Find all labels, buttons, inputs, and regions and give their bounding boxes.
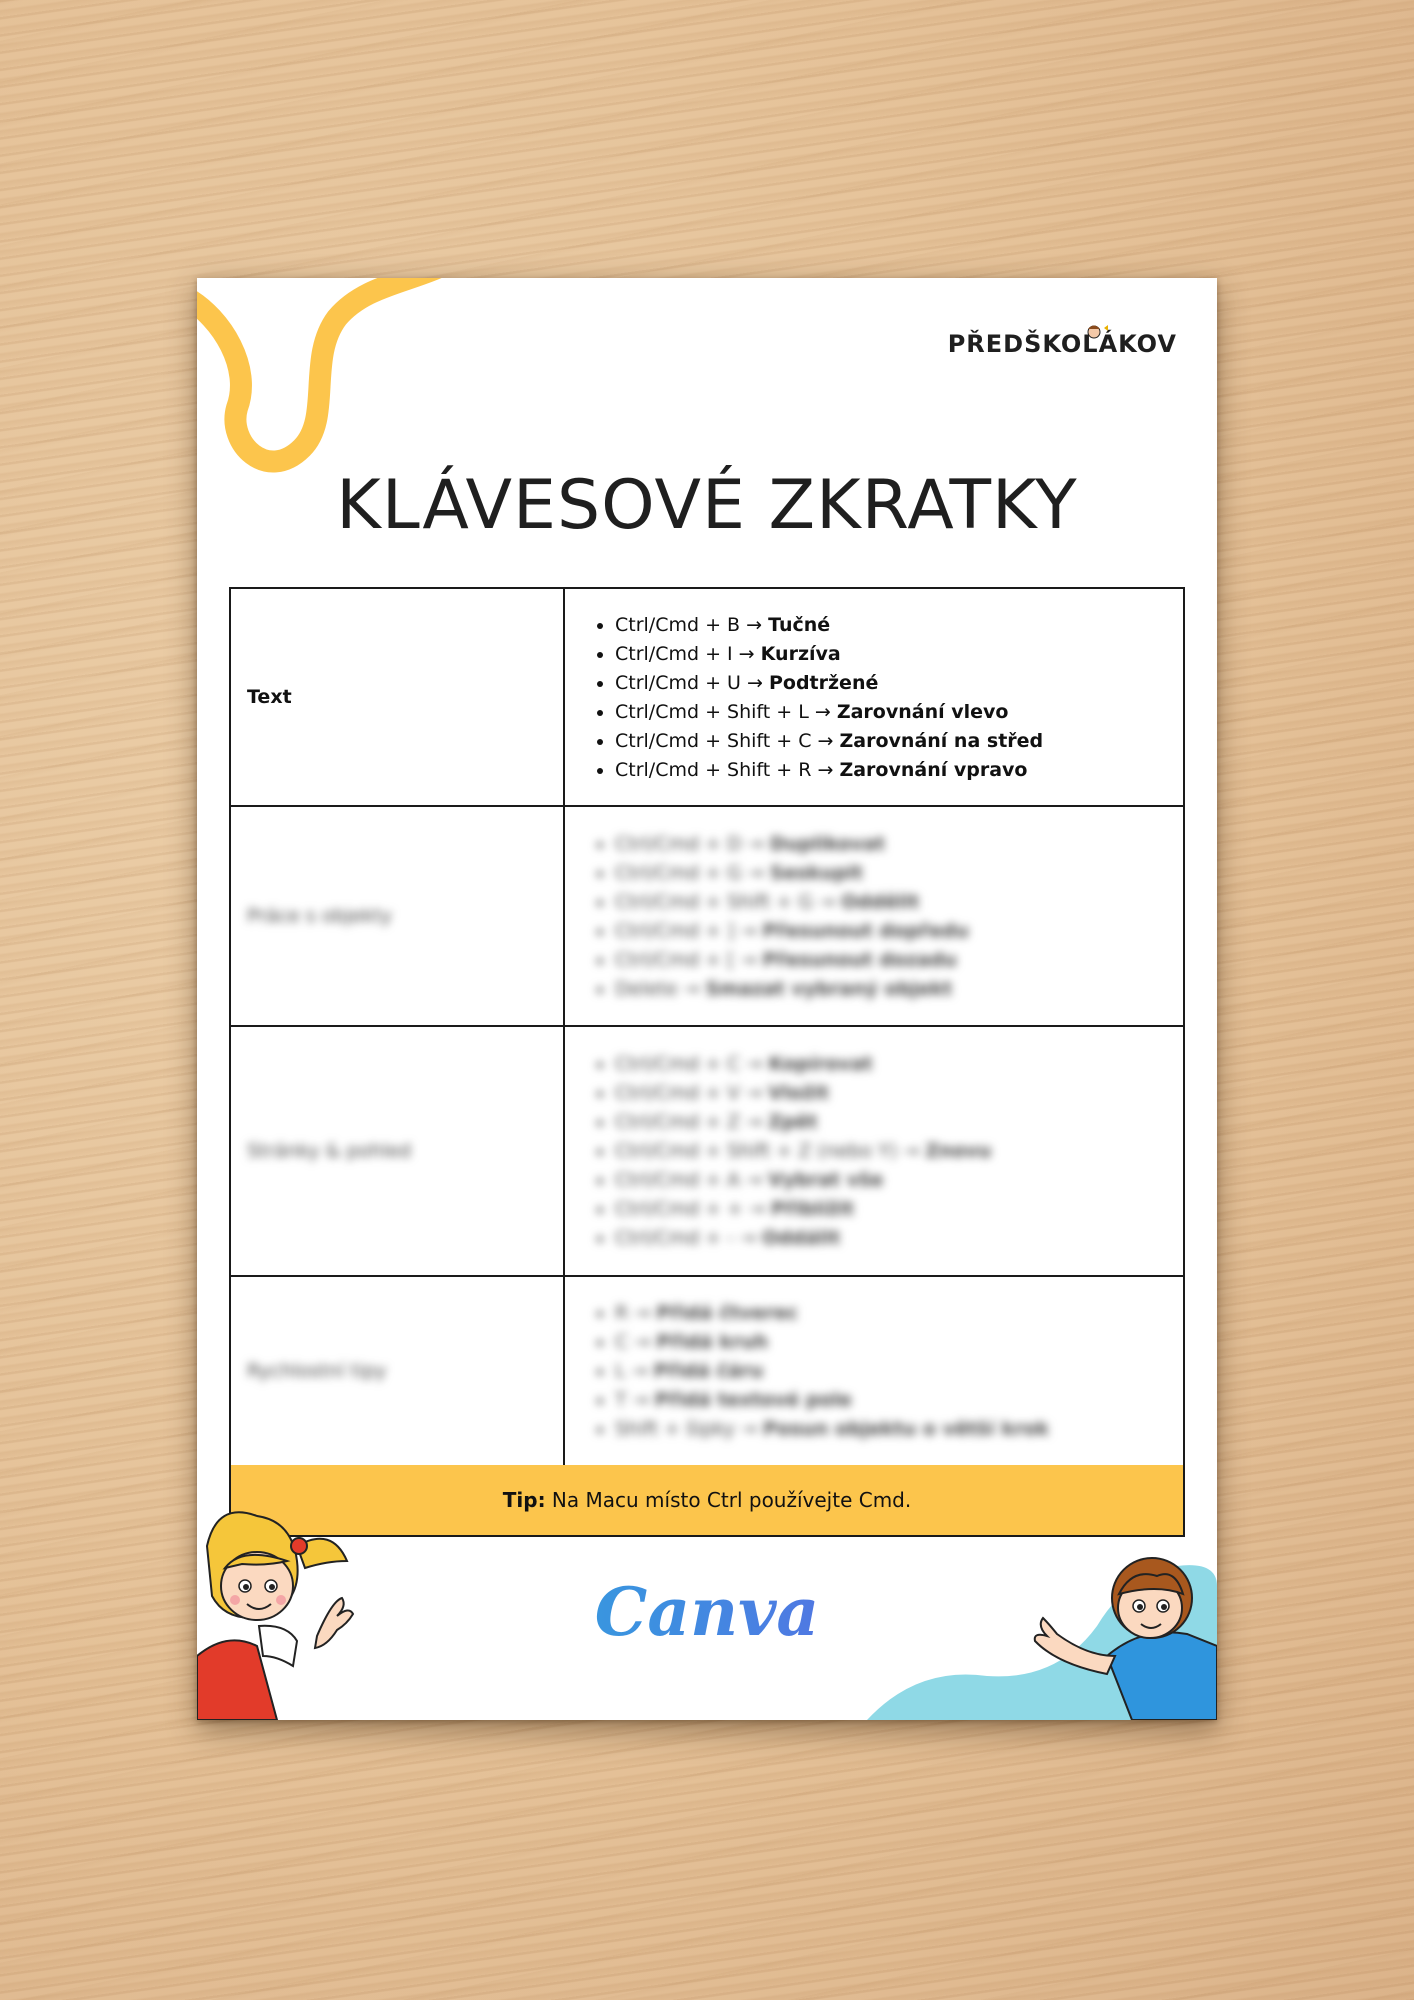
list-item: • Ctrl/Cmd + - → Oddálit xyxy=(615,1227,1163,1249)
list-item: • R → Přidá čtverec xyxy=(615,1302,1163,1324)
list-item: • C → Přidá kruh xyxy=(615,1331,1163,1353)
list-item: • Ctrl/Cmd + + → Přiblížit xyxy=(615,1198,1163,1220)
brand-logo: PŘEDŠKOLÁKOV xyxy=(947,330,1177,358)
list-item: • Ctrl/Cmd + B → Tučné xyxy=(615,614,1163,636)
list-item: • Ctrl/Cmd + Z → Zpět xyxy=(615,1111,1163,1133)
section-category: Stránky & pohled xyxy=(230,1026,564,1276)
section-category: Rychlostní tipy xyxy=(230,1276,564,1466)
tip-label: Tip: xyxy=(502,1488,546,1512)
worksheet-page xyxy=(197,278,1217,1720)
list-item: • Ctrl/Cmd + [ → Přesunout dozadu xyxy=(615,949,1163,971)
list-item: • Ctrl/Cmd + Shift + Z (nebo Y) → Znovu xyxy=(615,1140,1163,1162)
list-item: • Ctrl/Cmd + C → Kopírovat xyxy=(615,1053,1163,1075)
section-category: Práce s objekty xyxy=(230,806,564,1026)
list-item: • Ctrl/Cmd + A → Vybrat vše xyxy=(615,1169,1163,1191)
shortcut-list xyxy=(593,1302,1163,1440)
list-item: • L → Přidá čáru xyxy=(615,1360,1163,1382)
list-item: • T → Přidá textové pole xyxy=(615,1389,1163,1411)
canva-logo: Canva xyxy=(197,1573,1217,1651)
list-item: • Ctrl/Cmd + Shift + R → Zarovnání vpravo xyxy=(615,759,1163,781)
list-item: • Ctrl/Cmd + Shift + G → Oddělit xyxy=(615,891,1163,913)
shortcut-list xyxy=(593,1053,1163,1249)
boy-illustration xyxy=(857,1506,1217,1720)
section-text-row xyxy=(230,588,1184,806)
shortcut-list xyxy=(593,614,1163,781)
list-item: • Ctrl/Cmd + U → Podtržené xyxy=(615,672,1163,694)
section-tips-row xyxy=(230,1276,1184,1466)
section-pages-row xyxy=(230,1026,1184,1276)
page-title: KLÁVESOVÉ ZKRATKY xyxy=(336,466,1078,545)
list-item: • Ctrl/Cmd + G → Seskupit xyxy=(615,862,1163,884)
shortcut-list xyxy=(593,833,1163,1000)
list-item: • Ctrl/Cmd + V → Vložit xyxy=(615,1082,1163,1104)
section-objects-row xyxy=(230,806,1184,1026)
list-item: • Ctrl/Cmd + I → Kurzíva xyxy=(615,643,1163,665)
section-category: Text xyxy=(230,588,564,806)
girl-illustration xyxy=(197,1506,367,1720)
list-item: • Ctrl/Cmd + D → Duplikovat xyxy=(615,833,1163,855)
tip-text: Na Macu místo Ctrl používejte Cmd. xyxy=(545,1488,912,1512)
list-item: • Shift + šipky → Posun objektu o větší krok xyxy=(615,1418,1163,1440)
list-item: • Ctrl/Cmd + Shift + L → Zarovnání vlevo xyxy=(615,701,1163,723)
list-item: • Delete → Smazat vybraný objekt xyxy=(615,978,1163,1000)
list-item: • Ctrl/Cmd + ] → Přesunout dopředu xyxy=(615,920,1163,942)
shortcuts-table xyxy=(229,587,1185,1467)
list-item: • Ctrl/Cmd + Shift + C → Zarovnání na střed xyxy=(615,730,1163,752)
